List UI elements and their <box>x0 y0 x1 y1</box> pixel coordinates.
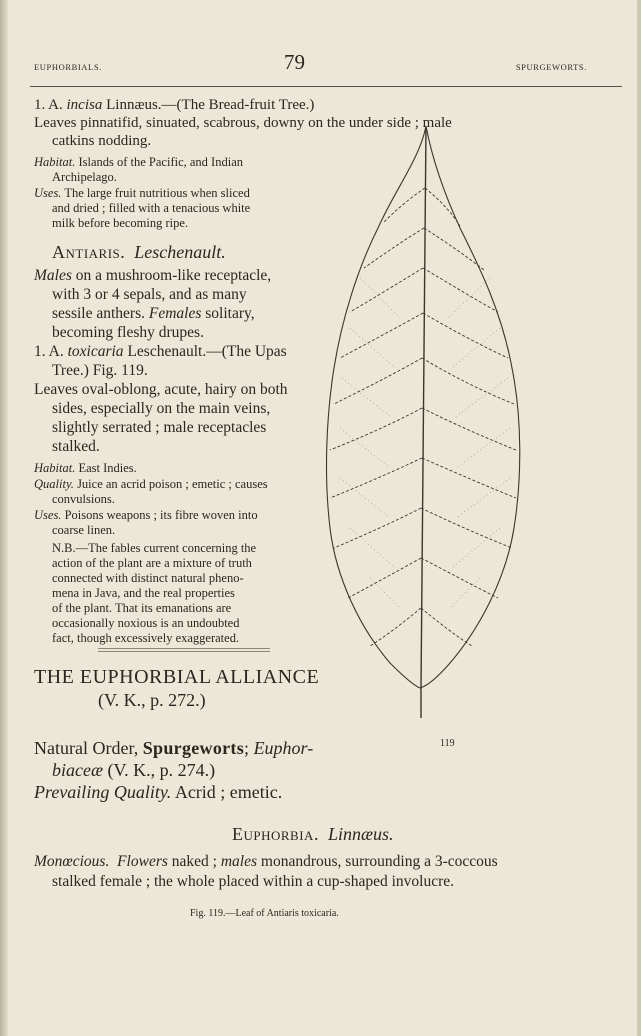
toxicaria-quality: Quality. Juice an acrid poison ; emetic ; causes <box>34 477 268 491</box>
toxicaria-desc-line2: sides, especially on the main veins, <box>52 400 271 417</box>
antiaris-males-line3: sessile anthers. Females solitary, <box>52 305 255 322</box>
incisa-heading: 1. A. incisa Linnæus.—(The Bread-fruit Tree.) <box>34 97 315 113</box>
page-binding-edge <box>0 0 8 1036</box>
section-rule-bottom <box>98 651 270 652</box>
toxicaria-uses-line2: coarse linen. <box>52 523 116 537</box>
nb-line4: mena in Java, and the real properties <box>52 586 235 600</box>
euphorbia-desc-line1: Monœcious. Flowers naked ; males monandrous, surrounding a 3-coccous <box>34 853 498 870</box>
toxicaria-desc-line4: stalked. <box>52 438 100 455</box>
incisa-uses-line2: and dried ; filled with a tenacious white <box>52 201 251 215</box>
nb-line2: action of the plant are a mixture of truth <box>52 556 252 570</box>
antiaris-genus-heading: Antiaris. Leschenault. <box>52 242 226 262</box>
header-rule <box>30 86 622 87</box>
nb-line5: of the plant. That its emanations are <box>52 601 232 615</box>
figure-number: 119 <box>440 738 455 749</box>
euphorbia-desc-line2: stalked female ; the whole placed within a cup-shaped involucre. <box>52 873 454 890</box>
antiaris-leaf-figure <box>300 118 530 718</box>
antiaris-males-line1: Males on a mushroom-like receptacle, <box>34 267 272 284</box>
nb-line7: fact, though excessively exaggerated. <box>52 631 240 645</box>
toxicaria-desc-line1: Leaves oval-oblong, acute, hairy on both <box>34 381 288 398</box>
prevailing-quality: Prevailing Quality. Acrid ; emetic. <box>34 782 283 802</box>
natural-order-blackletter: Spurgeworts <box>142 738 245 758</box>
toxicaria-habitat: Habitat. East Indies. <box>34 461 137 475</box>
euphorbia-genus-heading: Euphorbia. Linnæus. <box>232 824 394 844</box>
leaf-reticulation <box>340 278 510 608</box>
antiaris-males-line4: becoming fleshy drupes. <box>52 324 204 341</box>
alliance-reference: (V. K., p. 272.) <box>98 690 206 710</box>
incisa-habitat-line2: Archipelago. <box>52 170 117 184</box>
toxicaria-heading-line2: Tree.) Fig. 119. <box>52 362 148 379</box>
incisa-uses: Uses. The large fruit nutritious when sliced <box>34 186 250 200</box>
running-header-left: EUPHORBIALS. <box>34 62 102 72</box>
page-right-edge <box>637 0 641 1036</box>
nb-line1: N.B.—The fables current concerning the <box>52 541 257 555</box>
leaf-midrib <box>421 126 426 718</box>
nb-line3: connected with distinct natural pheno- <box>52 571 244 585</box>
figure-caption: Fig. 119.—Leaf of Antiaris toxicaria. <box>190 908 339 919</box>
incisa-habitat: Habitat. Islands of the Pacific, and Indian <box>34 155 243 169</box>
nb-line6: occasionally noxious is an undoubted <box>52 616 240 630</box>
natural-order-line1: Natural Order, Spurgeworts; Euphor- <box>34 738 314 758</box>
running-header-right: SPURGEWORTS. <box>515 62 587 72</box>
incisa-desc-line2: catkins nodding. <box>52 133 152 149</box>
natural-order-line2: biaceæ (V. K., p. 274.) <box>52 760 216 780</box>
toxicaria-heading: 1. A. toxicaria Leschenault.—(The Upas <box>34 343 287 360</box>
section-rule-top <box>98 648 270 649</box>
page-number: 79 <box>284 50 305 74</box>
antiaris-males-line2: with 3 or 4 sepals, and as many <box>52 286 247 303</box>
alliance-title: THE EUPHORBIAL ALLIANCE <box>34 666 320 688</box>
incisa-desc-line1: Leaves pinnatifid, sinuated, scabrous, downy on the under side ; male <box>34 115 452 131</box>
toxicaria-desc-line3: slightly serrated ; male receptacles <box>52 419 267 436</box>
incisa-uses-line3: milk before becoming ripe. <box>52 216 189 230</box>
toxicaria-uses: Uses. Poisons weapons ; its fibre woven into <box>34 508 258 522</box>
toxicaria-quality-line2: convulsions. <box>52 492 115 506</box>
